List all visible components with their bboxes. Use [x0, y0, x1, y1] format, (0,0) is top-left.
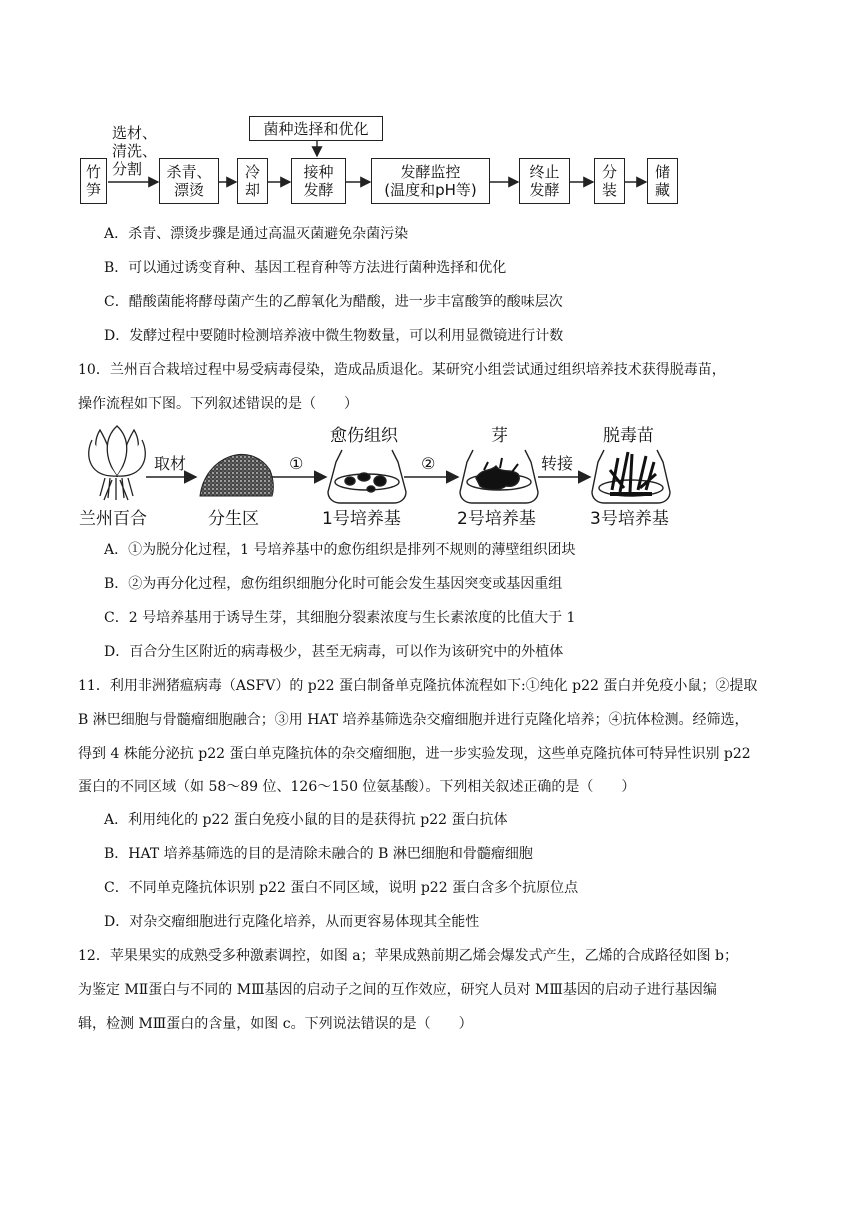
q9-option-b: B．可以通过诱变育种、基因工程育种等方法进行菌种选择和优化	[104, 260, 507, 276]
arrow-label-step-2: ②	[421, 454, 436, 473]
flask-2-icon	[460, 450, 538, 503]
inoculate-box: 接种 发酵	[291, 158, 346, 204]
arrow-label-step-1: ①	[289, 454, 304, 473]
medium-1-label: 1号培养基	[322, 509, 401, 529]
q9-option-c: C．醋酸菌能将酵母菌产生的乙醇氧化为醋酸，进一步丰富酸笋的酸味层次	[104, 294, 563, 310]
q11-stem-line-2: B 淋巴细胞与骨髓瘤细胞融合；③用 HAT 培养基筛选杂交瘤细胞并进行克隆化培养；④抗体检测。经筛选，	[78, 712, 749, 728]
q10-stem-line-2: 操作流程如下图。下列叙述错误的是（ ）	[78, 396, 358, 412]
q9-option-d: D．发酵过程中要随时检测培养液中微生物数量，可以利用显微镜进行计数	[104, 328, 564, 344]
blanch-box: 杀青、 漂烫	[159, 158, 219, 204]
lily-bulb-icon	[89, 426, 146, 500]
pack-box: 分 装	[594, 158, 625, 204]
q11-stem-line-1: 11．利用非洲猪瘟病毒（ASFV）的 p22 蛋白制备单克隆抗体流程如下:①纯化 p22 蛋白并免疫小鼠；②提取	[78, 678, 758, 694]
lanzhou-lily-label: 兰州百合	[79, 509, 147, 529]
q12-stem-line-3: 辑，检测 MⅢ蛋白的含量，如图 c。下列说法错误的是（ ）	[78, 1016, 473, 1032]
flask-1-icon	[328, 450, 406, 503]
arrow-label-sampling: 取材	[154, 454, 187, 473]
q12-stem-line-2: 为鉴定 MⅡ蛋白与不同的 MⅢ基因的启动子之间的互作效应，研究人员对 MⅢ基因的启动子进行基因编	[78, 982, 717, 998]
q10-option-b: B．②为再分化过程，愈伤组织细胞分化时可能会发生基因突变或基因重组	[104, 576, 563, 592]
q10-stem-line-1: 10．兰州百合栽培过程中易受病毒侵染，造成品质退化。某研究小组尝试通过组织培养技术获得脱毒苗，	[78, 362, 726, 378]
bamboo-box: 竹 笋	[80, 158, 107, 204]
flask-3-icon	[592, 450, 670, 503]
material-prep-label: 选材、 清洗、 分割	[112, 124, 158, 178]
q11-option-c: C．不同单克隆抗体识别 p22 蛋白不同区域，说明 p22 蛋白含多个抗原位点	[104, 880, 579, 896]
q10-option-c: C．2 号培养基用于诱导生芽，其细胞分裂素浓度与生长素浓度的比值大于 1	[104, 610, 576, 626]
cool-box: 冷 却	[237, 158, 268, 204]
meristem-icon	[200, 454, 273, 496]
stop-ferment-box: 终止 发酵	[519, 158, 570, 204]
q12-stem-line-1: 12．苹果果实的成熟受多种激素调控，如图 a；苹果成熟前期乙烯会爆发式产生，乙烯的合成路径如图 b；	[78, 948, 739, 964]
store-box: 储 藏	[647, 158, 678, 204]
q10-option-d: D．百合分生区附近的病毒极少，甚至无病毒，可以作为该研究中的外植体	[104, 644, 564, 660]
callus-label: 愈伤组织	[330, 426, 398, 446]
q11-option-a: A．利用纯化的 p22 蛋白免疫小鼠的目的是获得抗 p22 蛋白抗体	[104, 812, 508, 828]
virus-free-seedling-label: 脱毒苗	[603, 426, 654, 446]
medium-3-label: 3号培养基	[590, 509, 669, 529]
q11-option-b: B．HAT 培养基筛选的目的是清除未融合的 B 淋巴细胞和骨髓瘤细胞	[104, 846, 533, 862]
q11-stem-line-4: 蛋白的不同区域（如 58～89 位、126～150 位氨基酸）。下列相关叙述正确的是（ ）	[78, 779, 636, 795]
q9-option-a: A．杀青、漂烫步骤是通过高温灭菌避免杂菌污染	[104, 226, 409, 242]
strain-selection-box: 菌种选择和优化	[249, 116, 383, 141]
q11-stem-line-3: 得到 4 株能分泌抗 p22 蛋白单克隆抗体的杂交瘤细胞，进一步实验发现，这些单克隆抗体可特异性识别 p22	[78, 746, 751, 762]
ferment-monitor-box: 发酵监控 (温度和pH等)	[371, 158, 490, 204]
meristem-label: 分生区	[208, 509, 259, 529]
q11-option-d: D．对杂交瘤细胞进行克隆化培养，从而更容易体现其全能性	[104, 914, 480, 930]
arrow-label-transfer: 转接	[541, 454, 574, 473]
q10-option-a: A．①为脱分化过程，1 号培养基中的愈伤组织是排列不规则的薄壁组织团块	[104, 542, 576, 558]
bud-label: 芽	[491, 426, 508, 446]
medium-2-label: 2号培养基	[457, 509, 536, 529]
